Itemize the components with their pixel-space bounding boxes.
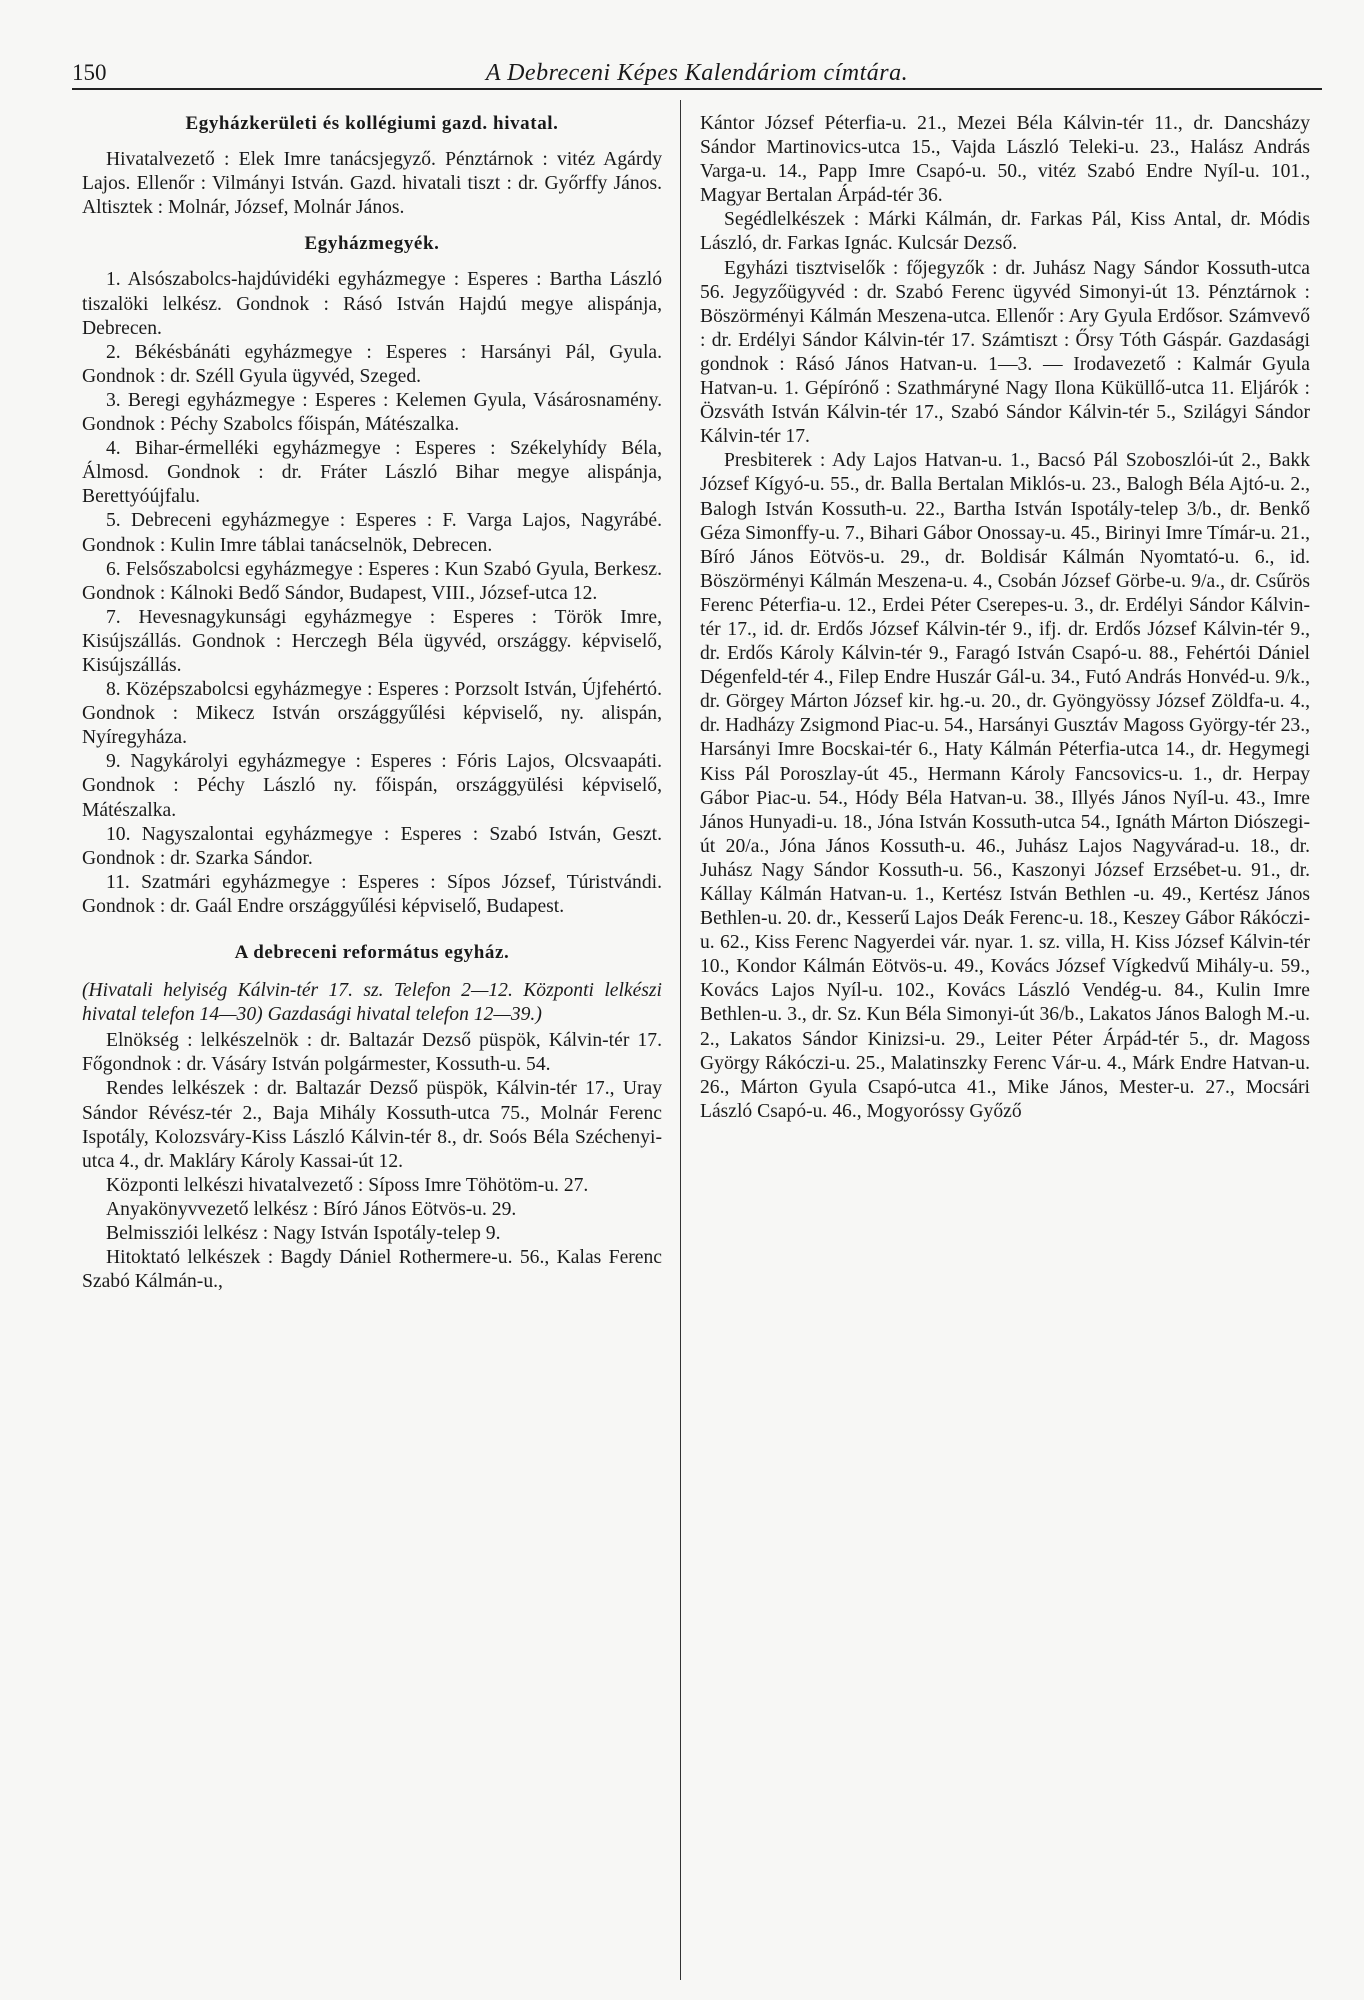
running-header (72, 58, 1322, 90)
column-divider (680, 100, 681, 1980)
paragraph-presidency: Elnökség : lelkészelnök : dr. Baltazár Dezső püspök, Kálvin-tér 17. Főgondnok : dr. Vásáry István polgármester, Kossuth-u. 54. (82, 1030, 662, 1076)
paragraph-home-mission: Belmissziói lelkész : Nagy István Ispotály-telep 9. (106, 1223, 501, 1245)
office-location-note: (Hivatali helyiség Kálvin-tér 17. sz. Telefon 2—12. Központi lelkészi hivatal telefon 14—30) Gazdasági hivatal telefon 12—39.) (82, 980, 662, 1026)
diocese-2: 2. Békésbánáti egyházmegye : Esperes : Harsányi Pál, Gyula. Gondnok : dr. Széll Gyula ügyvéd, Szeged. (82, 341, 662, 387)
paragraph-presbyters: Presbiterek : Ady Lajos Hatvan-u. 1., Bacsó Pál Szoboszlói-út 2., Bakk József Kígyó-u. 55., dr. Balla Bertalan Miklós-u. 23., Balogh Béla Ajtó-u. 2., Balogh István Kossuth-u. 22., Bartha István Ispotály-telep 3/b., dr. Benkő Géza Simonffy-u. 7., Bihari Gábor Onossay-u. 45., Birinyi Imre Tímár-u. 21., Bíró János Eötvös-u. 29., dr. Boldisár Kálmán Nyomtató-u. 6., id. Böszörményi Kálmán Meszena-u. 4., Csobán József Görbe-u. 9/a., dr. Csűrös Ferenc Péterfia-u. 12., Erdei Péter Cserepes-u. 3., dr. Erdélyi Sándor Kálvin-tér 17., id. dr. Erdős József Kálvin-tér 9., ifj. dr. Erdős József Kálvin-tér 9., dr. Erdős Károly Kálvin-tér 9., Faragó István Csapó-u. 88., Fehértói Dániel Dégenfeld-tér 4., Filep Endre Huszár Gál-u. 34., Futó András Honvéd-u. 9/k., dr. Görgey Márton József kir. hg.-u. 20., dr. Gyöngyössy József Zöldfa-u. 4., dr. Hadházy Zsigmond Piac-u. 54., Harsányi Gusztáv Magoss György-tér 23., Harsányi Imre Bocskai-tér 6., Haty Kálmán Péterfia-utca 14., dr. Hegymegi Kiss Pál Poroszlay-út 45., Hermann Károly Fancsovics-u. 1., dr. Herpay Gábor Piac-u. 54., Hódy Béla Hatvan-u. 38., Illyés János Nyíl-u. 43., Imre János Hunyadi-u. 18., Jóna István Kossuth-utca 54., Ignáth Márton Diószegi-út 20/a., Jóna János Kossuth-u. 46., Juhász Lajos Nagyvárad-u. 18., dr. Juhász Nagy Sándor Kossuth-u. 56., Kaszonyi József Erzsébet-u. 91., dr. Kállay Kálmán Hatvan-u. 1., Kertész István Bethlen -u. 49., Kertész János Bethlen-u. 20. dr., Kesserű Lajos Deák Ferenc-u. 18., Keszey Gábor Rákóczi-u. 62., Kiss Ferenc Nagyerdei vár. nyar. 1. sz. villa, H. Kiss József Kálvin-tér 10., Kondor Kálmán Eötvös-u. 49., Kovács József Vígkedvű Mihály-u. 59., Kovács Lajos Nyíl-u. 102., Kovács László Vendég-u. 84., Kulin Imre Bethlen-u. 3., dr. Sz. Kun Béla Simonyi-út 36/b., Lakatos János Balogh M.-u. 2., Lakatos Sándor Kinizsi-u. 29., Leiter Péter Árpád-tér 5., dr. Magoss György Rákóczi-u. 25., Malatinszky Ferenc Vár-u. 4., Márk Endre Hatvan-u. 26., Márton Gyula Csapó-utca 41., Mike János, Mester-u. 27., Mocsári László Csapó-u. 46., Mogyoróssy Győző (700, 450, 1310, 1122)
diocese-1: 1. Alsószabolcs-hajdúvidéki egyházmegye : Esperes : Bartha László tiszalöki lelkész. Gondnok : Rásó István Hajdú megye alispánja, Debrecen. (82, 269, 662, 339)
diocese-5: 5. Debreceni egyházmegye : Esperes : F. Varga Lajos, Nagyrábé. Gondnok : Kulin Imre táblai tanácselnök, Debrecen. (82, 510, 662, 556)
diocese-9: 9. Nagykárolyi egyházmegye : Esperes : Fóris Lajos, Olcsvaapáti. Gondnok : Péchy László ny. főispán, országgyülési képviselő, Mátészalka. (82, 751, 662, 821)
paragraph-church-officials: Egyházi tisztviselők : főjegyzők : dr. Juhász Nagy Sándor Kossuth-utca 56. Jegyzőügyvéd : dr. Szabó Ferenc ügyvéd Simonyi-út 13. Pénztárnok : Böszörményi Kálmán Meszena-utca. Ellenőr : Ary Gyula Erdősor. Számvevő : dr. Erdélyi Sándor Kálvin-tér 17. Számtiszt : Őrsy Tóth Gáspár. Gazdasági gondnok : Rásó János Hatvan-u. 1—3. — Irodavezető : Kalmár Gyula Hatvan-u. 1. Gépírónő : Szathmáryné Nagy Ilona Küküllő-utca 11. Eljárók : Özsváth István Kálvin-tér 17., Szabó Sándor Kálvin-tér 5., Szilágyi Sándor Kálvin-tér 17. (700, 257, 1310, 448)
diocese-8: 8. Középszabolcsi egyházmegye : Esperes : Porzsolt István, Újfehértó. Gondnok : Mikecz István országgyűlési képviselő, ny. alispán, Nyíregyháza. (82, 679, 662, 749)
right-column (700, 112, 1310, 1124)
paragraph-office-staff: Hivatalvezető : Elek Imre tanácsjegyző. Pénztárnok : vitéz Agárdy Lajos. Ellenőr : Vilmányi István. Gazd. hivatali tiszt : dr. Győrffy János. Altisztek : Molnár, József, Molnár János. (82, 149, 662, 219)
diocese-11: 11. Szatmári egyházmegye : Esperes : Sípos József, Túristvándi. Gondnok : dr. Gaál Endre országgyűlési képviselő, Budapest. (82, 871, 662, 917)
diocese-6: 6. Felsőszabolcsi egyházmegye : Esperes : Kun Szabó Gyula, Berkesz. Gondnok : Kálnoki Bedő Sándor, Budapest, VIII., József-utca 12. (82, 558, 662, 604)
paragraph-continued-teachers: Kántor József Péterfia-u. 21., Mezei Béla Kálvin-tér 11., dr. Dancsházy Sándor Martinovics-utca 15., Vajda László Teleki-u. 23., Halász András Varga-u. 14., Papp Imre Csapó-u. 50., vitéz Szabó Endre Nyíl-u. 101., Magyar Bertalan Árpád-tér 36. (700, 113, 1310, 207)
paragraph-regular-pastors: Rendes lelkészek : dr. Baltazár Dezső püspök, Kálvin-tér 17., Uray Sándor Révész-tér 2., Baja Mihály Kossuth-utca 75., Molnár Ferenc Ispotály, Kolozsváry-Kiss László Kálvin-tér 8., dr. Soós Béla Széchenyi-utca 4., dr. Makláry Károly Kassai-út 12. (82, 1078, 662, 1172)
diocese-4: 4. Bihar-érmelléki egyházmegye : Esperes : Székelyhídy Béla, Álmosd. Gondnok : dr. Fráter László Bihar megye alispánja, Berettyóújfalu. (82, 438, 662, 508)
diocese-10: 10. Nagyszalontai egyházmegye : Esperes : Szabó István, Geszt. Gondnok : dr. Szarka Sándor. (82, 823, 662, 869)
heading-economic-office: Egyházkerületi és kollégiumi gazd. hivatal. (185, 113, 559, 134)
paragraph-religion-teachers: Hitoktató lelkészek : Bagdy Dániel Rothermere-u. 56., Kalas Ferenc Szabó Kálmán-u., (82, 1247, 662, 1293)
paragraph-central-office: Központi lelkészi hivatalvezető : Síposs Imre Töhötöm-u. 27. (106, 1174, 589, 1196)
left-column (82, 112, 662, 1294)
diocese-7: 7. Hevesnagykunsági egyházmegye : Esperes : Török Imre, Kisújszállás. Gondnok : Herczegh Béla ügyvéd, országgy. képviselő, Kisújszállás. (82, 606, 662, 676)
running-title: A Debreceni Képes Kalendáriom címtára. (485, 60, 909, 86)
heading-dioceses: Egyházmegyék. (304, 233, 440, 255)
heading-reformed-church: A debreceni református egyház. (234, 942, 510, 963)
page-number: 150 (72, 60, 107, 85)
paragraph-registrar: Anyakönyvvezető lelkész : Bíró János Eötvös-u. 29. (106, 1198, 517, 1220)
diocese-3: 3. Beregi egyházmegye : Esperes : Kelemen Gyula, Vásárosnamény. Gondnok : Péchy Szabolcs főispán, Mátészalka. (82, 389, 662, 436)
paragraph-assistant-pastors: Segédlelkészek : Márki Kálmán, dr. Farkas Pál, Kiss Antal, dr. Módis László, dr. Farkas Ignác. Kulcsár Dezső. (700, 209, 1310, 255)
